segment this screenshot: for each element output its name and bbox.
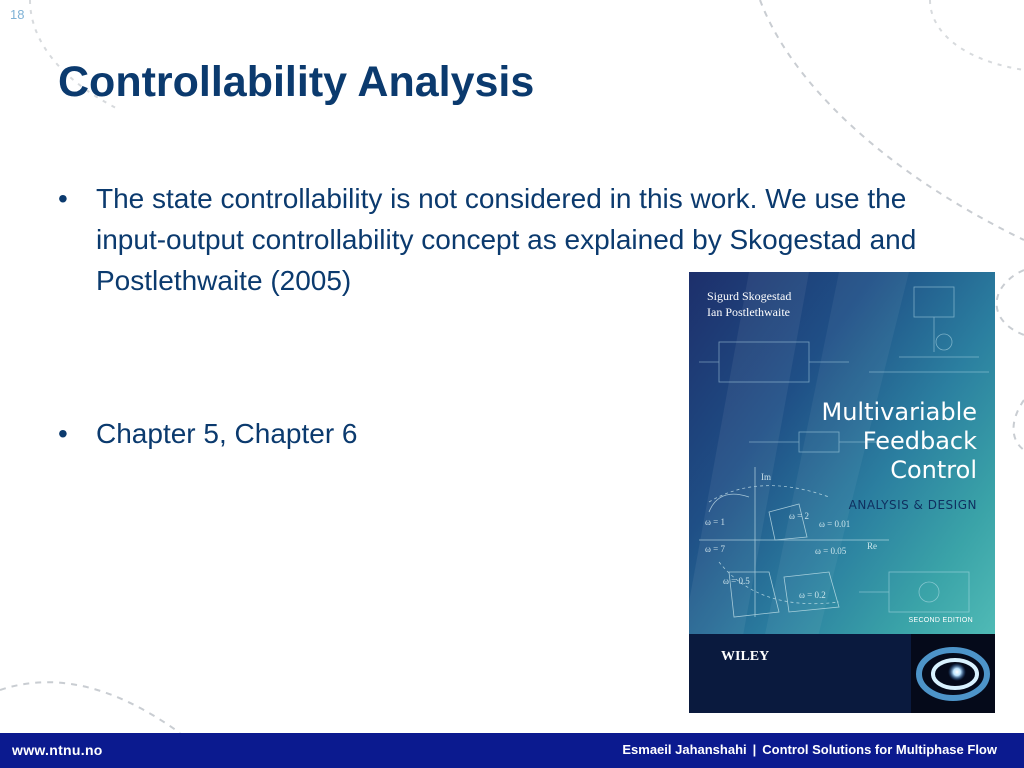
bullet-dot: • (58, 418, 68, 449)
diagram-label-w7: ω = 7 (705, 544, 725, 554)
diagram-label-w1: ω = 1 (705, 517, 725, 527)
book-title-line: Multivariable (821, 398, 977, 426)
publisher-logo (721, 649, 769, 665)
diagram-label-w02: ω = 0.2 (799, 590, 826, 600)
book-edition: SECOND EDITION (908, 617, 973, 624)
footer-course: Control Solutions for Multiphase Flow (762, 742, 997, 757)
book-title-line: Feedback (862, 427, 977, 455)
diagram-label-w005: ω = 0.05 (815, 546, 847, 556)
cover-art-image (911, 634, 995, 713)
diagram-label-w2: ω = 2 (789, 511, 809, 521)
footer-credits (622, 742, 997, 757)
book-author: Sigurd Skogestad (707, 289, 792, 303)
book-authors (707, 288, 791, 320)
bullet-dot: • (58, 183, 68, 214)
diagram-label-re: Re (867, 541, 877, 551)
book-subtitle: ANALYSIS & DESIGN (848, 498, 977, 512)
diagram-label-im: Im (761, 472, 771, 482)
book-title-line: Control (890, 456, 977, 484)
diagram-label-w001: ω = 0.01 (819, 519, 851, 529)
bullet-text: Chapter 5, Chapter 6 (96, 418, 358, 449)
footer-url[interactable]: www.ntnu.no (12, 742, 103, 758)
footer-author: Esmaeil Jahanshahi (622, 742, 747, 757)
book-author: Ian Postlethwaite (707, 305, 790, 319)
book-cover-image (689, 272, 995, 713)
diagram-label-w05: ω = 0.5 (723, 576, 750, 586)
bullet-text: The state controllability is not considered in this work. We use the input-output controllability concept as explained by Skogestad and Postlethwaite (2005) (96, 183, 917, 296)
footer-bar (0, 733, 1024, 768)
slide-title: Controllability Analysis (58, 58, 535, 106)
footer-separator: | (752, 742, 757, 757)
slide-number: 18 (10, 7, 25, 22)
publisher-name: WILEY (721, 649, 770, 664)
book-title (717, 398, 977, 485)
